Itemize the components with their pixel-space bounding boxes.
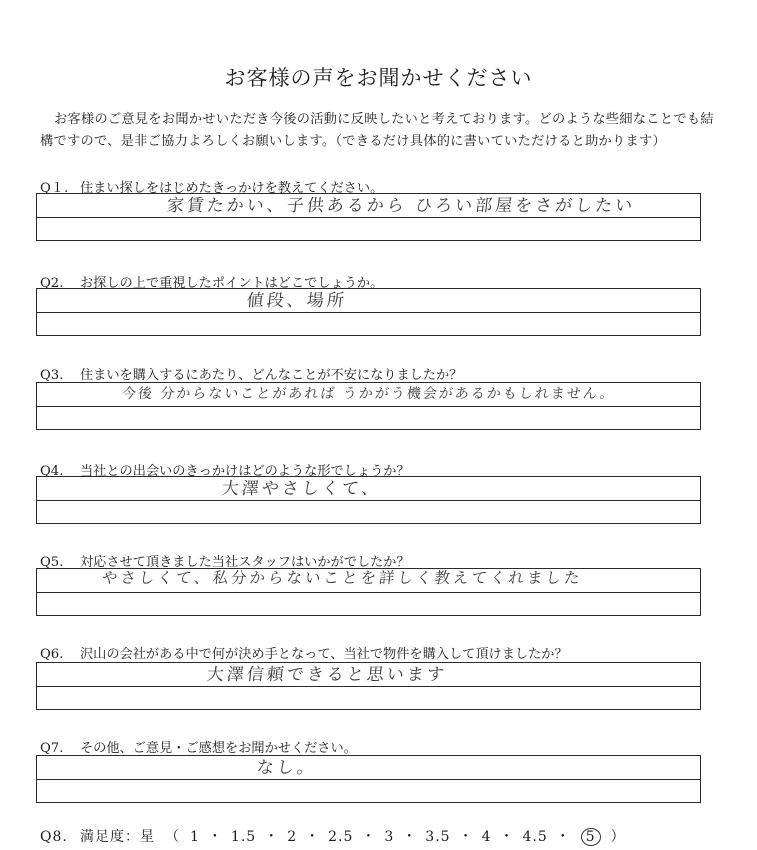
rating-option-4-5[interactable]: 4.5: [522, 829, 548, 845]
question-text: 対応させて頂きました当社スタッフはいかがでしたか？: [80, 555, 410, 570]
answer-2-text: 値段、場所: [245, 291, 348, 311]
answer-rule: [37, 592, 700, 593]
open-paren: （: [165, 829, 180, 845]
intro-line-1: お客様のご意見をお聞かせいただき今後の活動に反映したいと考えております。どのような些細なことでも結: [54, 112, 714, 127]
question-text: その他、ご意見・ご感想をお聞かせください。: [80, 741, 357, 756]
answer-box-6[interactable]: [36, 662, 701, 710]
page-title: お客様の声をお聞かせください: [224, 66, 533, 90]
answer-7-text: なし。: [255, 758, 318, 778]
rating-separator: ・: [361, 829, 377, 845]
answer-rule: [37, 406, 700, 407]
rating-option-3-5[interactable]: 3.5: [425, 829, 451, 845]
rating-option-1[interactable]: 1: [190, 829, 200, 845]
rating-separator: ・: [555, 829, 571, 845]
rating-separator: ・: [402, 829, 418, 845]
intro-line-2: 構ですので、是非ご協力よろしくお願いします。（できるだけ具体的に書いていただけると助かります）: [40, 134, 666, 149]
rating-option-5[interactable]: 5: [581, 828, 601, 846]
question-number: Q5.: [40, 555, 64, 570]
question-number: Q8.: [40, 829, 68, 845]
question-number: Q4.: [40, 464, 64, 479]
rating-separator: ・: [264, 829, 280, 845]
answer-4-text: 大澤やさしくて、: [220, 479, 383, 499]
rating-option-2-5[interactable]: 2.5: [328, 829, 354, 845]
answer-6-text: 大澤信頼できると思います: [205, 665, 448, 685]
answer-5-text: やさしくて、私分からないことを詳しく教えてくれました: [100, 569, 584, 587]
answer-box-4[interactable]: [36, 476, 701, 524]
rating-separator: ・: [207, 829, 223, 845]
rating-options: [190, 829, 601, 845]
question-3-label: [40, 364, 462, 383]
satisfaction-rating: [40, 826, 636, 846]
question-number: Q１.: [40, 181, 69, 196]
rating-option-2[interactable]: 2: [287, 829, 298, 845]
answer-box-3[interactable]: [36, 382, 701, 430]
answer-rule: [37, 312, 700, 313]
answer-rule: [37, 500, 700, 501]
question-number: Q7.: [40, 741, 64, 756]
satisfaction-label: 満足度：星: [80, 829, 155, 845]
question-number: Q6.: [40, 647, 64, 662]
answer-box-7[interactable]: [36, 755, 701, 803]
answer-rule: [37, 686, 700, 687]
rating-option-3[interactable]: 3: [384, 829, 395, 845]
rating-option-4[interactable]: 4: [481, 829, 492, 845]
answer-3-text: 今後 分からないことがあれば うかがう機会があるかもしれません。: [121, 386, 617, 402]
rating-separator: ・: [305, 829, 321, 845]
close-paren: ）: [610, 829, 626, 845]
question-text: 沢山の会社がある中で何が決め手となって、当社で物件を購入して頂けましたか？: [80, 647, 568, 662]
answer-box-1[interactable]: [36, 193, 701, 241]
answer-1-text: 家賃たかい、子供あるから ひろい部屋をさがしたい: [165, 196, 637, 216]
rating-separator: ・: [458, 829, 474, 845]
answer-rule: [37, 779, 700, 780]
answer-box-5[interactable]: [36, 568, 701, 616]
question-text: 住まいを購入するにあたり、どんなことが不安になりましたか？: [80, 368, 463, 383]
question-text: 当社との出会いのきっかけはどのような形でしょうか？: [80, 464, 410, 479]
answer-box-2[interactable]: [36, 288, 701, 336]
question-text: 住まい探しをはじめたきっかけを教えてください。: [80, 181, 384, 196]
question-number: Q3.: [40, 368, 64, 383]
question-text: お探しの上で重視したポイントはどこでしょうか。: [80, 276, 384, 291]
rating-option-1-5[interactable]: 1.5: [230, 829, 257, 845]
question-number: Q2.: [40, 276, 64, 291]
answer-rule: [37, 217, 700, 218]
rating-separator: ・: [499, 829, 515, 845]
